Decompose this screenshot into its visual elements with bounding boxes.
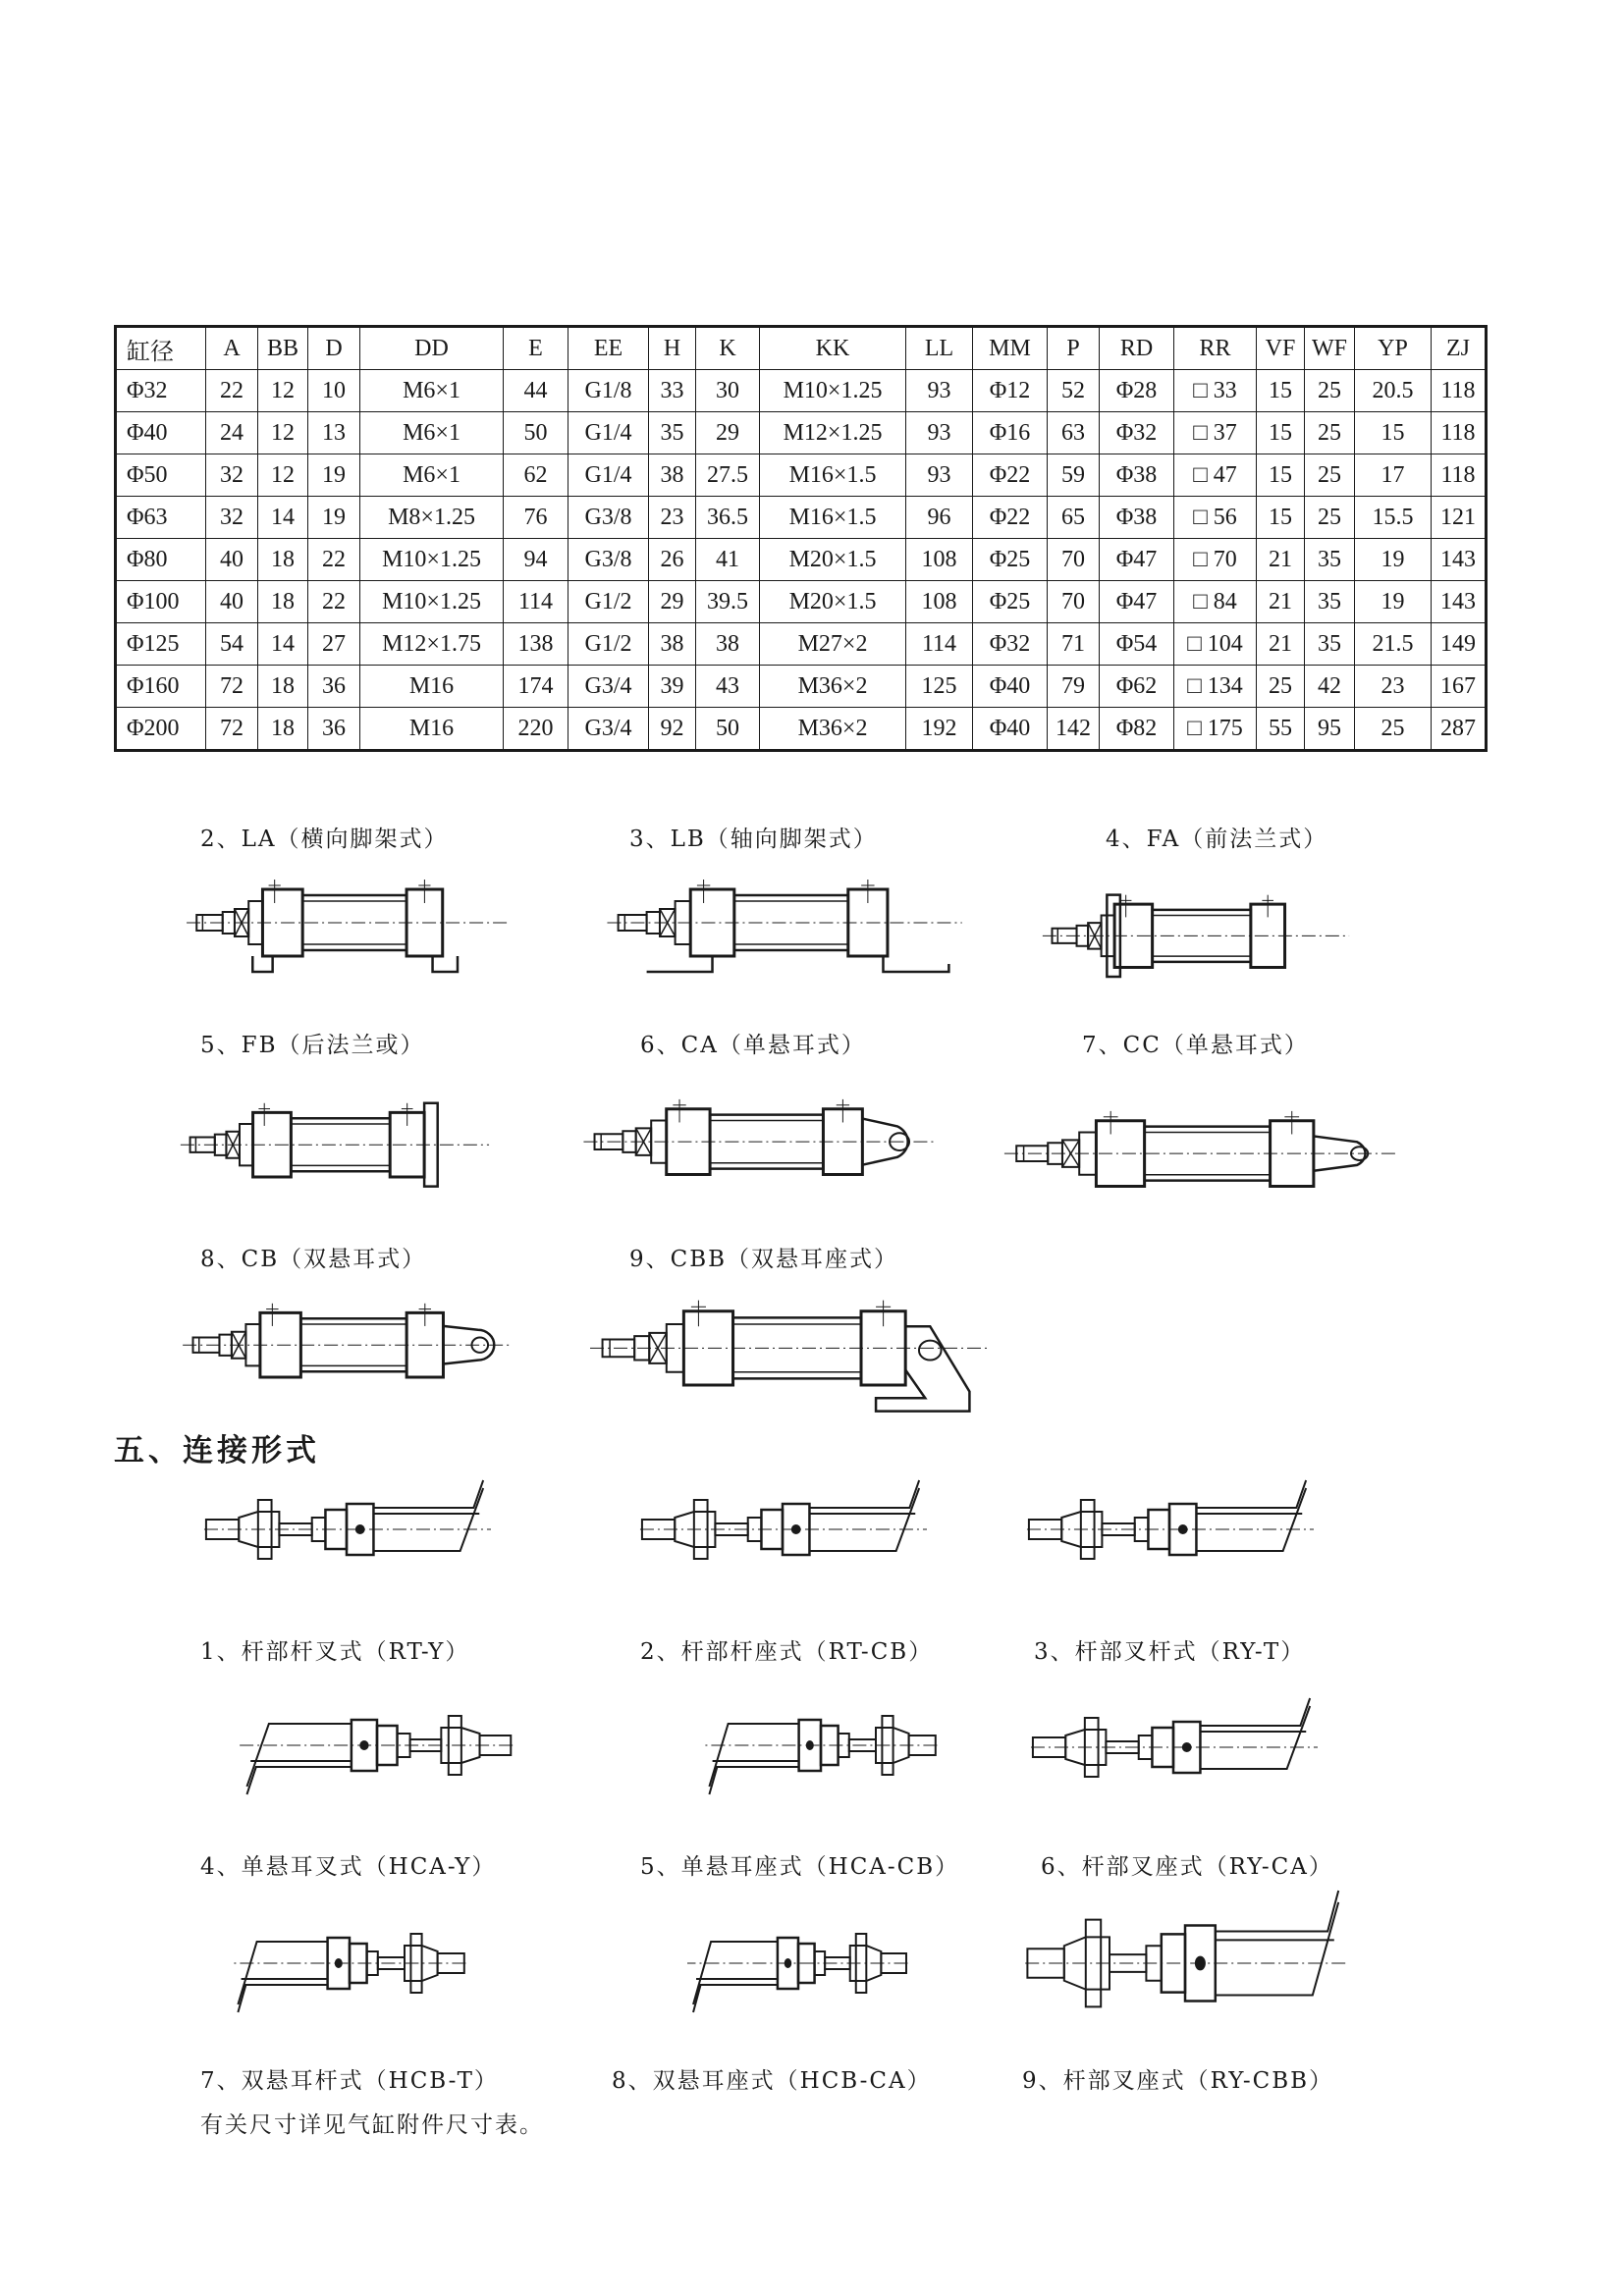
table-cell: 12	[258, 454, 308, 497]
table-cell: 70	[1048, 539, 1100, 581]
table-cell: □ 37	[1174, 412, 1257, 454]
cylinder-cc-drawing	[1000, 1105, 1398, 1213]
table-cell: M10×1.25	[360, 581, 504, 623]
cylinder-lb-drawing	[603, 874, 964, 984]
table-cell: 114	[504, 581, 568, 623]
column-header: EE	[568, 327, 649, 370]
table-cell: G3/4	[568, 708, 649, 751]
column-header: DD	[360, 327, 504, 370]
table-cell: 23	[649, 497, 696, 539]
table-row	[116, 708, 1487, 751]
table-cell: 121	[1432, 497, 1487, 539]
table-cell: Φ54	[1100, 623, 1174, 666]
table-cell: 39.5	[696, 581, 760, 623]
column-header: H	[649, 327, 696, 370]
table-cell: □ 70	[1174, 539, 1257, 581]
table-cell: 30	[696, 370, 760, 412]
table-cell: 22	[206, 370, 258, 412]
table-cell: 24	[206, 412, 258, 454]
table-cell: Φ100	[116, 581, 206, 623]
table-cell: Φ125	[116, 623, 206, 666]
table-cell: 41	[696, 539, 760, 581]
table-cell: 23	[1355, 666, 1432, 708]
column-header: A	[206, 327, 258, 370]
table-cell: 143	[1432, 539, 1487, 581]
table-cell: 35	[649, 412, 696, 454]
table-cell: 94	[504, 539, 568, 581]
table-cell: 220	[504, 708, 568, 751]
table-cell: Φ25	[973, 581, 1048, 623]
table-cell: M16	[360, 666, 504, 708]
table-cell: 50	[696, 708, 760, 751]
table-cell: M6×1	[360, 370, 504, 412]
table-cell: 40	[206, 581, 258, 623]
table-cell: 138	[504, 623, 568, 666]
caption-rt-cb: 2、杆部杆座式（RT-CB）	[640, 1639, 934, 1665]
table-cell: 21	[1257, 623, 1305, 666]
connection-ry-cbb-drawing	[1023, 1891, 1347, 2036]
caption-cc: 7、CC（单悬耳式）	[1082, 1033, 1309, 1058]
table-cell: 19	[308, 454, 360, 497]
table-cell: Φ32	[116, 370, 206, 412]
table-cell: 35	[1305, 539, 1355, 581]
table-cell: 167	[1432, 666, 1487, 708]
table-cell: 42	[1305, 666, 1355, 708]
table-cell: 114	[906, 623, 973, 666]
table-cell: 35	[1305, 623, 1355, 666]
table-cell: Φ50	[116, 454, 206, 497]
table-cell: 174	[504, 666, 568, 708]
table-cell: 59	[1048, 454, 1100, 497]
table-cell: 287	[1432, 708, 1487, 751]
connection-ry-t-drawing	[1025, 1480, 1314, 1578]
caption-hcb-t: 7、双悬耳杆式（HCB-T）	[200, 2068, 499, 2094]
connection-hca-y-drawing	[240, 1696, 514, 1794]
table-cell: 12	[258, 370, 308, 412]
column-header: P	[1048, 327, 1100, 370]
column-header: RD	[1100, 327, 1174, 370]
table-cell: 44	[504, 370, 568, 412]
section-title: 五、连接形式	[114, 1433, 320, 1468]
table-cell: 118	[1432, 454, 1487, 497]
table-cell: 25	[1257, 666, 1305, 708]
table-cell: 93	[906, 370, 973, 412]
table-cell: 35	[1305, 581, 1355, 623]
column-header: KK	[760, 327, 906, 370]
column-header: VF	[1257, 327, 1305, 370]
dimension-table	[114, 325, 1488, 752]
table-cell: 15	[1257, 370, 1305, 412]
table-cell: Φ16	[973, 412, 1048, 454]
table-cell: Φ12	[973, 370, 1048, 412]
column-header: MM	[973, 327, 1048, 370]
table-cell: 18	[258, 666, 308, 708]
table-cell: 40	[206, 539, 258, 581]
column-header: 缸径	[116, 327, 206, 370]
column-header: RR	[1174, 327, 1257, 370]
table-cell: 15	[1257, 497, 1305, 539]
table-cell: Φ25	[973, 539, 1048, 581]
table-cell: 63	[1048, 412, 1100, 454]
caption-ca: 6、CA（单悬耳式）	[640, 1033, 866, 1058]
table-cell: 36.5	[696, 497, 760, 539]
table-cell: 36	[308, 708, 360, 751]
table-cell: 25	[1305, 412, 1355, 454]
table-cell: 14	[258, 623, 308, 666]
table-cell: G3/8	[568, 497, 649, 539]
table-cell: 15	[1257, 412, 1305, 454]
caption-hcb-ca: 8、双悬耳座式（HCB-CA）	[612, 2068, 932, 2094]
table-cell: 25	[1355, 708, 1432, 751]
table-cell: Φ28	[1100, 370, 1174, 412]
table-cell: G1/2	[568, 581, 649, 623]
table-row	[116, 454, 1487, 497]
table-cell: 25	[1305, 497, 1355, 539]
table-cell: G1/4	[568, 454, 649, 497]
table-cell: 32	[206, 454, 258, 497]
caption-cb: 8、CB（双悬耳式）	[200, 1247, 427, 1272]
table-cell: Φ82	[1100, 708, 1174, 751]
connection-rt-y-drawing	[202, 1480, 491, 1578]
table-cell: 43	[696, 666, 760, 708]
caption-hca-cb: 5、单悬耳座式（HCA-CB）	[640, 1854, 960, 1880]
table-cell: M27×2	[760, 623, 906, 666]
table-cell: 18	[258, 539, 308, 581]
caption-ry-ca: 6、杆部叉座式（RY-CA）	[1041, 1854, 1333, 1880]
table-row	[116, 581, 1487, 623]
table-cell: 22	[308, 581, 360, 623]
table-cell: M12×1.25	[760, 412, 906, 454]
table-cell: 192	[906, 708, 973, 751]
table-cell: 22	[308, 539, 360, 581]
cylinder-la-drawing	[183, 874, 513, 984]
column-header: WF	[1305, 327, 1355, 370]
table-cell: Φ38	[1100, 454, 1174, 497]
table-cell: 32	[206, 497, 258, 539]
table-cell: 19	[1355, 581, 1432, 623]
table-cell: Φ22	[973, 454, 1048, 497]
table-cell: 36	[308, 666, 360, 708]
table-cell: Φ63	[116, 497, 206, 539]
table-cell: □ 84	[1174, 581, 1257, 623]
table-cell: Φ40	[973, 708, 1048, 751]
table-row	[116, 623, 1487, 666]
table-cell: 93	[906, 454, 973, 497]
table-cell: □ 56	[1174, 497, 1257, 539]
table-cell: G1/8	[568, 370, 649, 412]
table-cell: 17	[1355, 454, 1432, 497]
table-cell: □ 175	[1174, 708, 1257, 751]
table-cell: M20×1.5	[760, 581, 906, 623]
table-cell: M10×1.25	[360, 539, 504, 581]
table-cell: 39	[649, 666, 696, 708]
connection-hcb-ca-drawing	[687, 1914, 909, 2012]
caption-fa: 4、FA（前法兰式）	[1106, 827, 1328, 852]
footnote: 有关尺寸详见气缸附件尺寸表。	[200, 2112, 544, 2138]
caption-ry-cbb: 9、杆部叉座式（RY-CBB）	[1022, 2068, 1334, 2094]
table-cell: 149	[1432, 623, 1487, 666]
connection-rt-cb-drawing	[638, 1480, 927, 1578]
table-cell: 92	[649, 708, 696, 751]
caption-lb: 3、LB（轴向脚架式）	[629, 827, 878, 852]
table-cell: 118	[1432, 412, 1487, 454]
table-cell: G3/8	[568, 539, 649, 581]
table-cell: 14	[258, 497, 308, 539]
table-row	[116, 370, 1487, 412]
caption-rt-y: 1、杆部杆叉式（RT-Y）	[200, 1639, 470, 1665]
table-cell: 19	[308, 497, 360, 539]
table-cell: 54	[206, 623, 258, 666]
table-cell: M36×2	[760, 708, 906, 751]
table-cell: 95	[1305, 708, 1355, 751]
table-cell: 25	[1305, 370, 1355, 412]
cylinder-cb-drawing	[179, 1298, 514, 1404]
table-cell: 27.5	[696, 454, 760, 497]
cylinder-cbb-drawing	[585, 1294, 992, 1415]
table-cell: M36×2	[760, 666, 906, 708]
table-cell: Φ22	[973, 497, 1048, 539]
table-cell: 15	[1257, 454, 1305, 497]
table-cell: Φ160	[116, 666, 206, 708]
table-cell: 108	[906, 539, 973, 581]
connection-hca-cb-drawing	[703, 1696, 939, 1794]
table-cell: 38	[696, 623, 760, 666]
table-cell: Φ40	[116, 412, 206, 454]
table-cell: 118	[1432, 370, 1487, 412]
table-cell: 72	[206, 666, 258, 708]
table-cell: □ 134	[1174, 666, 1257, 708]
caption-la: 2、LA（横向脚架式）	[200, 827, 449, 852]
table-cell: 93	[906, 412, 973, 454]
table-cell: 70	[1048, 581, 1100, 623]
caption-ry-t: 3、杆部叉杆式（RY-T）	[1034, 1639, 1306, 1665]
table-cell: G1/2	[568, 623, 649, 666]
table-cell: 13	[308, 412, 360, 454]
table-cell: 33	[649, 370, 696, 412]
table-cell: 143	[1432, 581, 1487, 623]
table-cell: M6×1	[360, 412, 504, 454]
table-cell: 29	[649, 581, 696, 623]
table-cell: Φ40	[973, 666, 1048, 708]
table-cell: Φ62	[1100, 666, 1174, 708]
table-row	[116, 497, 1487, 539]
table-cell: 79	[1048, 666, 1100, 708]
column-header: YP	[1355, 327, 1432, 370]
table-cell: 38	[649, 454, 696, 497]
table-row	[116, 666, 1487, 708]
table-cell: 21.5	[1355, 623, 1432, 666]
table-cell: 26	[649, 539, 696, 581]
table-cell: □ 104	[1174, 623, 1257, 666]
table-cell: 10	[308, 370, 360, 412]
table-cell: 21	[1257, 581, 1305, 623]
caption-fb: 5、FB（后法兰或）	[200, 1033, 425, 1058]
table-cell: 15.5	[1355, 497, 1432, 539]
table-cell: Φ32	[973, 623, 1048, 666]
table-cell: G3/4	[568, 666, 649, 708]
table-cell: Φ32	[1100, 412, 1174, 454]
column-header: D	[308, 327, 360, 370]
column-header: E	[504, 327, 568, 370]
table-cell: M8×1.25	[360, 497, 504, 539]
table-cell: 55	[1257, 708, 1305, 751]
cylinder-fb-drawing	[177, 1097, 491, 1203]
table-cell: 142	[1048, 708, 1100, 751]
table-cell: 29	[696, 412, 760, 454]
table-cell: M10×1.25	[760, 370, 906, 412]
table-cell: 38	[649, 623, 696, 666]
table-cell: 52	[1048, 370, 1100, 412]
table-cell: 27	[308, 623, 360, 666]
table-cell: 96	[906, 497, 973, 539]
table-header-row	[116, 327, 1487, 370]
table-cell: 62	[504, 454, 568, 497]
table-cell: M16×1.5	[760, 497, 906, 539]
table-cell: Φ47	[1100, 581, 1174, 623]
cylinder-ca-drawing	[579, 1094, 939, 1201]
table-row	[116, 539, 1487, 581]
connection-hcb-t-drawing	[232, 1914, 467, 2012]
table-cell: 125	[906, 666, 973, 708]
table-cell: 12	[258, 412, 308, 454]
table-cell: 18	[258, 708, 308, 751]
table-cell: 21	[1257, 539, 1305, 581]
column-header: LL	[906, 327, 973, 370]
caption-hca-y: 4、单悬耳叉式（HCA-Y）	[200, 1854, 497, 1880]
table-cell: 65	[1048, 497, 1100, 539]
column-header: BB	[258, 327, 308, 370]
table-cell: 108	[906, 581, 973, 623]
caption-cbb: 9、CBB（双悬耳座式）	[629, 1247, 899, 1272]
table-cell: M16	[360, 708, 504, 751]
column-header: K	[696, 327, 760, 370]
table-cell: 19	[1355, 539, 1432, 581]
connection-ry-ca-drawing	[1029, 1698, 1318, 1796]
table-cell: 72	[206, 708, 258, 751]
table-cell: M6×1	[360, 454, 504, 497]
table-cell: Φ38	[1100, 497, 1174, 539]
table-cell: M20×1.5	[760, 539, 906, 581]
table-cell: M12×1.75	[360, 623, 504, 666]
table-cell: 20.5	[1355, 370, 1432, 412]
table-cell: G1/4	[568, 412, 649, 454]
table-cell: □ 47	[1174, 454, 1257, 497]
table-cell: 18	[258, 581, 308, 623]
table-cell: 50	[504, 412, 568, 454]
table-cell: M16×1.5	[760, 454, 906, 497]
table-row	[116, 412, 1487, 454]
table-cell: 15	[1355, 412, 1432, 454]
column-header: ZJ	[1432, 327, 1487, 370]
table-cell: Φ80	[116, 539, 206, 581]
table-cell: □ 33	[1174, 370, 1257, 412]
table-cell: Φ47	[1100, 539, 1174, 581]
table-cell: Φ200	[116, 708, 206, 751]
cylinder-fa-drawing	[1039, 889, 1351, 993]
table-cell: 76	[504, 497, 568, 539]
table-cell: 71	[1048, 623, 1100, 666]
table-cell: 25	[1305, 454, 1355, 497]
